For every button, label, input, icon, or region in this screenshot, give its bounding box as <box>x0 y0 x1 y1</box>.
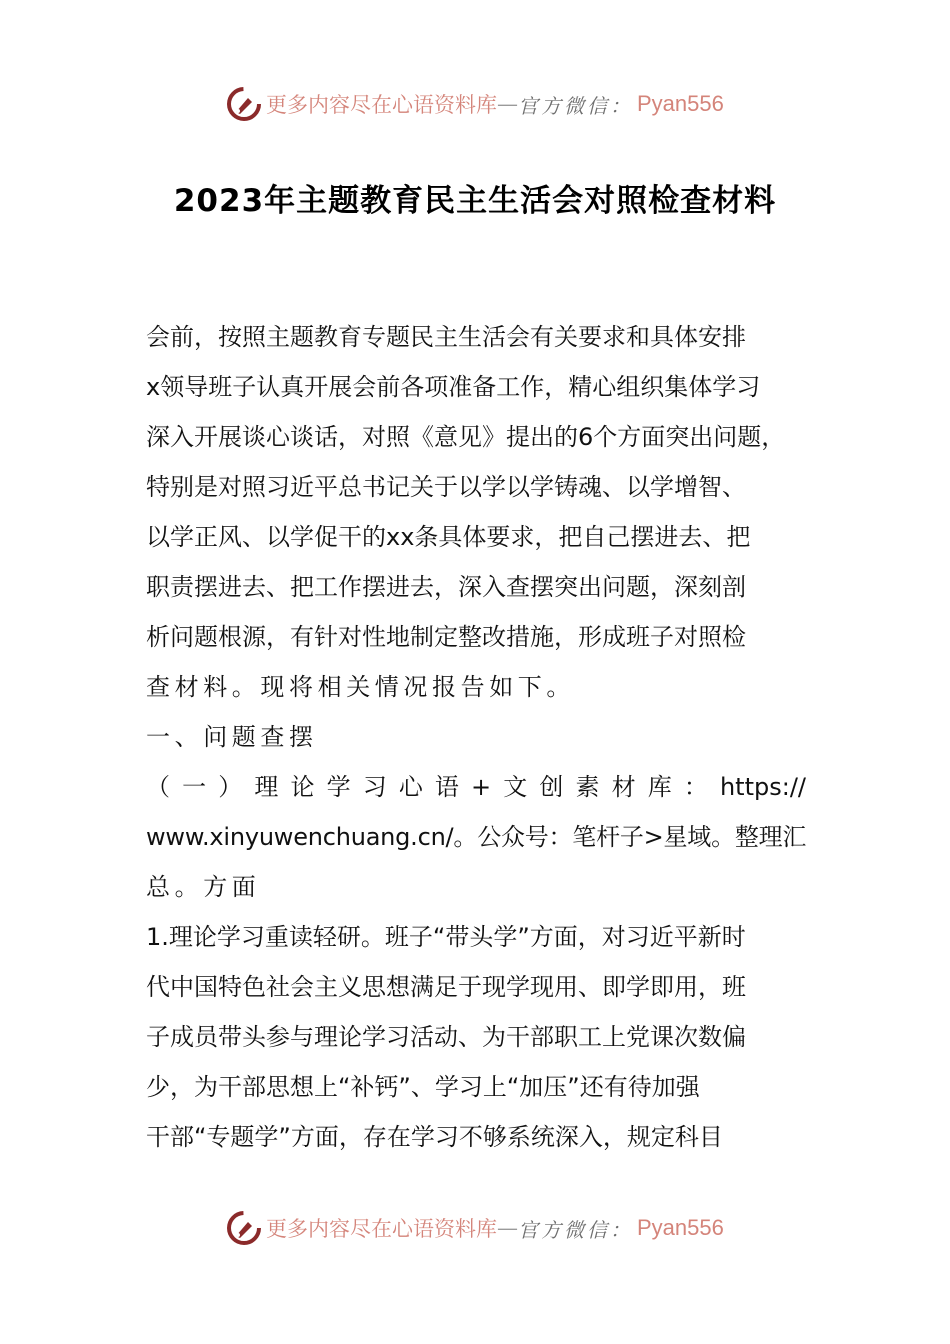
watermark-separator: — <box>497 92 518 116</box>
body-line: 总。方面 <box>146 873 261 901</box>
watermark-wechat-id: Pyan556 <box>637 1215 724 1240</box>
body-line: 析问题根源，有针对性地制定整改措施，形成班子对照检 <box>146 623 746 651</box>
body-line: x领导班子认真开展会前各项准备工作，精心组织集体学习 <box>146 373 761 401</box>
subsection-heading: （一）理论学习心语+文创素材库：https:// <box>146 773 806 801</box>
body-line: 以学正风、以学促干的xx条具体要求，把自己摆进去、把 <box>146 523 751 551</box>
pen-nib-logo-icon <box>226 1210 262 1246</box>
body-line: 特别是对照习近平总书记关于以学以学铸魂、以学增智、 <box>146 473 746 501</box>
section-heading: 一、问题查摆 <box>146 723 318 751</box>
body-line: 代中国特色社会主义思想满足于现学现用、即学即用，班 <box>146 973 746 1001</box>
document-body <box>146 312 806 1162</box>
body-line: 干部“专题学”方面，存在学习不够系统深入，规定科目 <box>146 1123 723 1151</box>
header-watermark <box>226 84 724 124</box>
watermark-text: 更多内容尽在心语资料库 <box>266 93 497 117</box>
body-line: 1.理论学习重读轻研。班子“带头学”方面，对习近平新时 <box>146 923 746 951</box>
footer-watermark <box>226 1208 724 1248</box>
watermark-label: 官方微信： <box>518 93 633 118</box>
watermark-separator: — <box>497 1216 518 1240</box>
body-line: www.xinyuwenchuang.cn/。公众号：笔杆子>星域。整理汇 <box>146 823 807 851</box>
document-title: 2023年主题教育民主生活会对照检查材料 <box>173 183 777 219</box>
body-line: 少，为干部思想上“补钙”、学习上“加压”还有待加强 <box>146 1073 700 1101</box>
body-line: 深入开展谈心谈话，对照《意见》提出的6个方面突出问题， <box>146 423 786 451</box>
body-line: 查材料。现将相关情况报告如下。 <box>146 673 575 701</box>
body-line: 职责摆进去、把工作摆进去，深入查摆突出问题，深刻剖 <box>146 573 746 601</box>
body-line: 子成员带头参与理论学习活动、为干部职工上党课次数偏 <box>146 1023 746 1051</box>
pen-nib-logo-icon <box>226 86 262 122</box>
watermark-text: 更多内容尽在心语资料库 <box>266 1217 497 1241</box>
watermark-wechat-id: Pyan556 <box>637 91 724 116</box>
body-line: 会前，按照主题教育专题民主生活会有关要求和具体安排 <box>146 323 746 351</box>
watermark-label: 官方微信： <box>518 1217 633 1242</box>
